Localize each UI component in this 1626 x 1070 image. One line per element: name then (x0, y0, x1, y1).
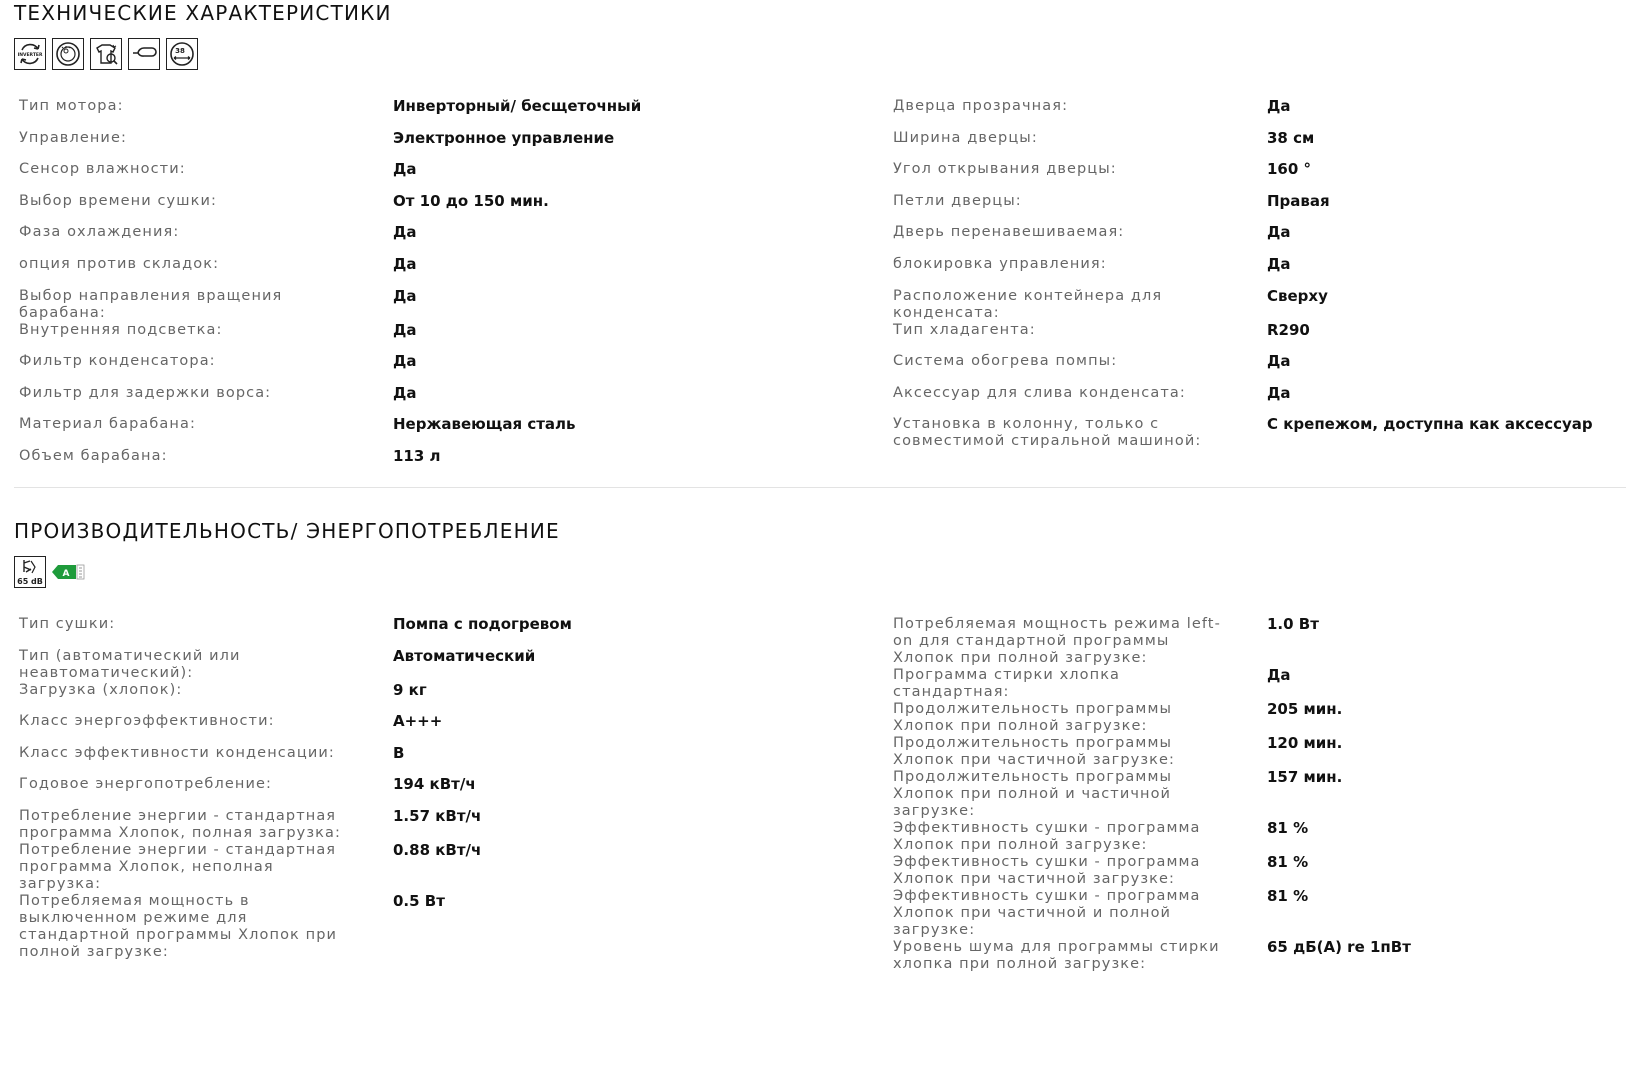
spec-label: Система обогрева помпы: (893, 353, 1118, 370)
spec-label: Эффективность сушки - программа Хлопок при частичной и полной загрузке: (893, 888, 1201, 938)
spec-row (19, 776, 849, 808)
spec-column-right (893, 98, 1626, 450)
feature-icons (14, 554, 1626, 590)
spec-row (19, 682, 849, 714)
spec-label: Управление: (19, 129, 127, 146)
spec-value: 113 л (393, 446, 441, 465)
spec-row (893, 385, 1626, 417)
spec-value: 160 ° (1267, 160, 1312, 179)
spec-value: 81 % (1267, 819, 1309, 837)
spec-label: Расположение контейнера для конденсата: (893, 287, 1163, 321)
spec-value: 205 мин. (1267, 700, 1343, 718)
spec-value: 194 кВт/ч (393, 775, 476, 794)
spec-label: Фильтр конденсатора: (19, 353, 216, 370)
spec-row (893, 256, 1626, 288)
spec-row (19, 416, 849, 448)
spec-label: Аксессуар для слива конденсата: (893, 384, 1186, 401)
spec-row (19, 448, 849, 480)
spec-label: Петли дверцы: (893, 192, 1022, 209)
spec-value: 81 % (1267, 853, 1309, 871)
spec-row (893, 769, 1626, 820)
spec-value: Да (393, 383, 417, 402)
spec-label: блокировка управления: (893, 255, 1107, 272)
spec-row (19, 98, 849, 130)
spec-row (893, 939, 1626, 973)
inverter-icon-text: INVERTER (17, 53, 43, 58)
spec-value: Электронное управление (393, 128, 615, 147)
spec-label: Угол открывания дверцы: (893, 161, 1117, 178)
spec-label: Тип (автоматический или неавтоматический): (19, 647, 241, 681)
spec-value: 0.88 кВт/ч (393, 840, 482, 859)
spec-row (19, 256, 849, 288)
door-icon-text: 38 (175, 47, 185, 55)
anti-crease-icon (90, 38, 122, 70)
spec-label: Установка в колонну, только с совместимой стиральной машиной: (893, 416, 1202, 450)
spec-label: Тип мотора: (19, 98, 124, 114)
inverter-motor-icon (14, 38, 46, 70)
spec-row (19, 616, 849, 648)
noise-65db-icon (14, 556, 46, 588)
spec-label: Потребляемая мощность в выключенном режиме для стандартной программы Хлопок при полной загрузке: (19, 892, 338, 960)
spec-label: Выбор времени сушки: (19, 192, 217, 209)
spec-value: Да (393, 352, 417, 371)
spec-row (19, 808, 849, 842)
spec-value: Да (393, 286, 417, 305)
spec-label: Годовое энергопотребление: (19, 776, 272, 793)
spec-label: Потребляемая мощность режима left-on для стандартной программы Хлопок при полной загрузке: (893, 616, 1221, 666)
spec-label: Объем барабана: (19, 447, 168, 464)
spec-row (893, 416, 1626, 450)
spec-row (19, 322, 849, 354)
spec-value: 1.57 кВт/ч (393, 806, 482, 825)
spec-label: опция против складок: (19, 255, 220, 272)
spec-row (893, 616, 1626, 667)
spec-row (893, 353, 1626, 385)
drum-light-icon (52, 38, 84, 70)
spec-row (893, 701, 1626, 735)
spec-value: Автоматический (393, 646, 536, 665)
spec-label: Продолжительность программы Хлопок при частичной загрузке: (893, 735, 1176, 768)
spec-value: Да (1267, 223, 1291, 242)
spec-row (19, 713, 849, 745)
spec-label: Программа стирки хлопка стандартная: (893, 667, 1121, 700)
spec-label: Дверь перенавешиваемая: (893, 224, 1125, 241)
spec-value: Да (393, 254, 417, 273)
spec-value: Инверторный/ бесщеточный (393, 97, 642, 115)
section-title: ТЕХНИЧЕСКИЕ ХАРАКТЕРИСТИКИ (14, 1, 392, 25)
spec-label: Уровень шума для программы стирки хлопка при полной загрузке: (893, 939, 1220, 972)
spec-label: Материал барабана: (19, 416, 196, 433)
section-title: ПРОИЗВОДИТЕЛЬНОСТЬ/ ЭНЕРГОПОТРЕБЛЕНИЕ (14, 519, 560, 543)
spec-row (893, 161, 1626, 193)
spec-value: С крепежом, доступна как аксессуар (1267, 415, 1593, 434)
spec-row (19, 224, 849, 256)
noise-icon-text: 65 dB (17, 577, 43, 586)
spec-row (893, 820, 1626, 854)
spec-row (893, 98, 1626, 130)
spec-label: Класс энергоэффективности: (19, 713, 275, 730)
spec-value: 120 мин. (1267, 734, 1343, 752)
spec-row (19, 893, 849, 961)
spec-value: Да (1267, 666, 1291, 684)
spec-value: 9 кг (393, 680, 427, 699)
spec-label: Эффективность сушки - программа Хлопок при частичной загрузке: (893, 854, 1201, 887)
spec-label: Потребление энергии - стандартная программа Хлопок, полная загрузка: (19, 807, 341, 841)
door-hinge-icon (128, 38, 160, 70)
spec-value: 81 % (1267, 887, 1309, 905)
spec-value: Да (393, 223, 417, 242)
spec-row (893, 854, 1626, 888)
spec-row (893, 735, 1626, 769)
spec-row (19, 353, 849, 385)
feature-icons (14, 36, 1626, 72)
spec-row (893, 288, 1626, 322)
spec-value: R290 (1267, 320, 1310, 339)
spec-label: Эффективность сушки - программа Хлопок при полной загрузке: (893, 820, 1201, 853)
spec-value: 65 дБ(А) re 1пВт (1267, 938, 1411, 956)
spec-row (19, 161, 849, 193)
spec-label: Класс эффективности конденсации: (19, 744, 335, 761)
spec-value: Да (393, 320, 417, 339)
tech-specs-section (14, 0, 1626, 465)
spec-value: Нержавеющая сталь (393, 415, 576, 434)
spec-row (893, 667, 1626, 701)
spec-label: Внутренняя подсветка: (19, 321, 223, 338)
performance-section (14, 518, 1626, 972)
energy-class-a-icon (52, 562, 86, 582)
spec-row (19, 288, 849, 322)
spec-column-left (19, 616, 849, 961)
spec-label: Тип сушки: (19, 616, 116, 632)
spec-row (893, 888, 1626, 939)
spec-value: 157 мин. (1267, 768, 1343, 786)
spec-label: Дверца прозрачная: (893, 98, 1069, 114)
spec-value: 38 см (1267, 128, 1315, 147)
spec-label: Потребление энергии - стандартная программа Хлопок, неполная загрузка: (19, 841, 337, 892)
spec-value: От 10 до 150 мин. (393, 191, 549, 210)
spec-label: Ширина дверцы: (893, 129, 1038, 146)
spec-value: Помпа с подогревом (393, 615, 572, 633)
spec-value: Сверху (1267, 286, 1328, 305)
spec-row (893, 322, 1626, 354)
spec-row (893, 130, 1626, 162)
spec-value: Правая (1267, 191, 1330, 210)
spec-row (19, 385, 849, 417)
spec-row (19, 130, 849, 162)
spec-row (19, 648, 849, 682)
spec-value: Да (1267, 254, 1291, 273)
spec-value: 1.0 Вт (1267, 615, 1319, 633)
spec-label: Фаза охлаждения: (19, 224, 180, 241)
spec-label: Фильтр для задержки ворса: (19, 384, 272, 401)
energy-icon-text: A (62, 569, 70, 579)
spec-value: A+++ (393, 712, 443, 731)
spec-column-right (893, 616, 1626, 973)
spec-value: Да (1267, 352, 1291, 371)
spec-label: Загрузка (хлопок): (19, 681, 183, 698)
spec-label: Продолжительность программы Хлопок при полной и частичной загрузке: (893, 769, 1173, 819)
spec-value: B (393, 743, 405, 762)
spec-column-left (19, 98, 849, 480)
spec-label: Выбор направления вращения барабана: (19, 287, 283, 321)
spec-row (19, 745, 849, 777)
spec-row (893, 224, 1626, 256)
spec-value: Да (393, 160, 417, 179)
38cm-door-icon (166, 38, 198, 70)
spec-label: Тип хладагента: (893, 321, 1036, 338)
spec-label: Продолжительность программы Хлопок при полной загрузке: (893, 701, 1173, 734)
spec-row (19, 842, 849, 893)
spec-value: 0.5 Вт (393, 891, 445, 910)
spec-row (19, 193, 849, 225)
spec-value: Да (1267, 97, 1291, 115)
spec-row (893, 193, 1626, 225)
spec-label: Сенсор влажности: (19, 161, 186, 178)
spec-value: Да (1267, 383, 1291, 402)
section-divider (14, 487, 1626, 488)
